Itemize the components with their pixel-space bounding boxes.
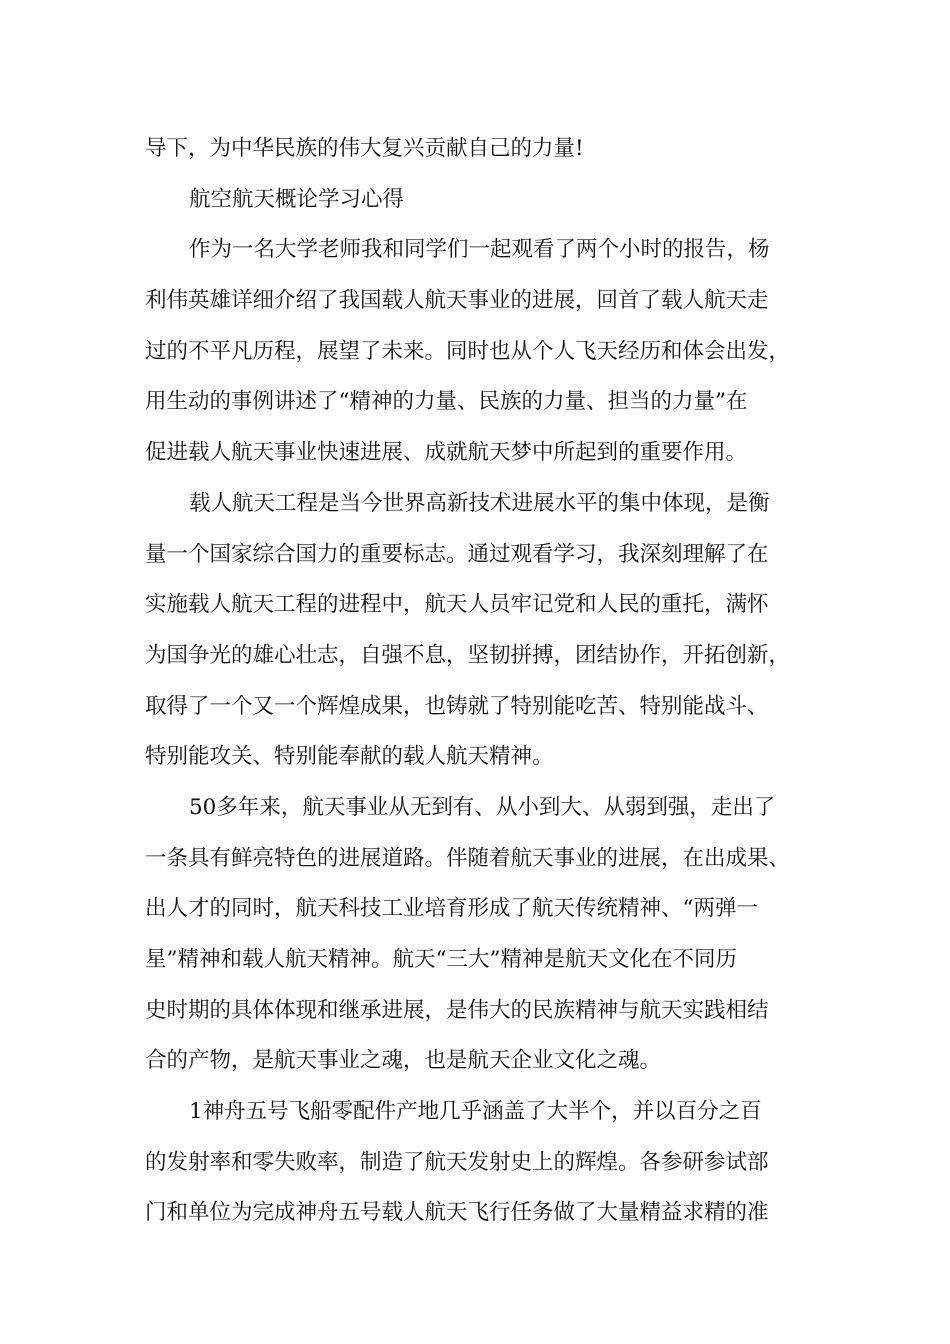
text-line: 合的产物，是航天事业之魂，也是航天企业文化之魂。 — [145, 1048, 662, 1074]
text-line: 量一个国家综合国力的重要标志。通过观看学习，我深刻理解了在 — [145, 541, 769, 567]
text-line: 促进载人航天事业快速进展、成就航天梦中所起到的重要作用。 — [145, 440, 748, 466]
text-line: 实施载人航天工程的进程中，航天人员牢记党和人民的重托，满怀 — [145, 592, 769, 618]
section-heading: 航空航天概论学习心得 — [189, 186, 405, 212]
text-line: 作为一名大学老师我和同学们一起观看了两个小时的报告，杨 — [189, 237, 770, 263]
text-line: 为国争光的雄心壮志，自强不息，坚韧拼搏，团结协作，开拓创新， — [145, 642, 791, 668]
text-line: 一条具有鲜亮特色的进展道路。伴随着航天事业的进展，在出成果、 — [145, 845, 791, 871]
body-text — [145, 124, 810, 1239]
text-line: 过的不平凡历程，展望了未来。同时也从个人飞天经历和体会出发， — [145, 338, 791, 364]
text-line: 载人航天工程是当今世界高新技术进展水平的集中体现，是衡 — [189, 490, 770, 516]
text-line: 用生动的事例讲述了“精神的力量、民族的力量、担当的力量”在 — [145, 389, 748, 415]
text-line: 50多年来，航天事业从无到有、从小到大、从弱到强，走出了 — [189, 794, 776, 820]
text-line: 1神舟五号飞船零配件产地几乎涵盖了大半个，并以百分之百 — [189, 1099, 762, 1125]
text-line: 导下，为中华民族的伟大复兴贡献自己的力量! — [145, 136, 584, 161]
text-line: 特别能攻关、特别能奉献的载人航天精神。 — [145, 744, 554, 770]
text-line: 星”精神和载人航天精神。航天“三大”精神是航天文化在不同历 — [145, 947, 737, 972]
text-line: 门和单位为完成神舟五号载人航天飞行任务做了大量精益求精的准 — [145, 1200, 769, 1226]
text-line: 利伟英雄详细介绍了我国载人航天事业的进展，回首了载人航天走 — [145, 288, 769, 314]
text-line: 取得了一个又一个辉煌成果，也铸就了特别能吃苦、特别能战斗、 — [145, 693, 769, 719]
text-line: 的发射率和零失败率，制造了航天发射史上的辉煌。各参研参试部 — [145, 1149, 769, 1175]
text-line: 史时期的具体体现和继承进展，是伟大的民族精神与航天实践相结 — [145, 997, 769, 1023]
text-line: 出人才的同时，航天科技工业培育形成了航天传统精神、“两弹一 — [145, 896, 758, 922]
